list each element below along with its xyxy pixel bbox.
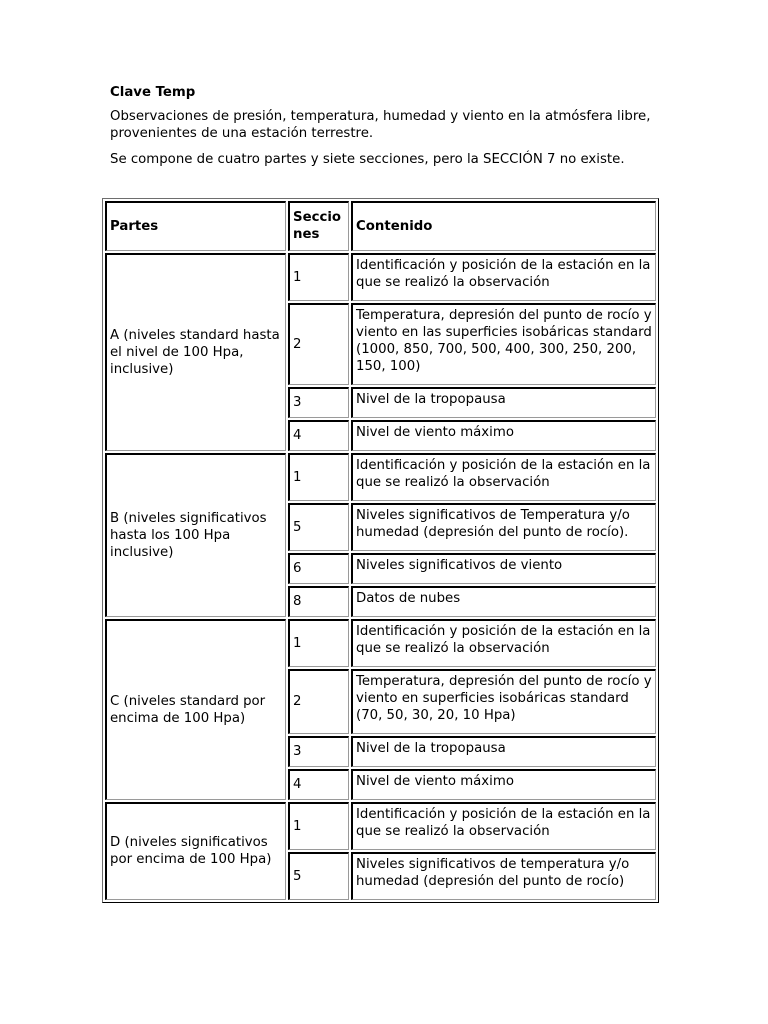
section-number: 3 bbox=[288, 736, 349, 767]
section-content: Identificación y posición de la estación en la que se realizó la observación bbox=[351, 619, 656, 667]
section-content: Datos de nubes bbox=[351, 586, 656, 617]
section-number: 1 bbox=[288, 802, 349, 850]
section-content: Temperatura, depresión del punto de rocío y viento en superficies isobáricas standard (70, 50, 30, 20, 10 Hpa) bbox=[351, 669, 656, 734]
section-content: Temperatura, depresión del punto de rocío y viento en las superficies isobáricas standard (1000, 850, 700, 500, 400, 300, 250, 200, 150, 100) bbox=[351, 303, 656, 385]
section-content: Nivel de viento máximo bbox=[351, 769, 656, 800]
section-content: Nivel de la tropopausa bbox=[351, 387, 656, 418]
section-number: 5 bbox=[288, 852, 349, 900]
table-row bbox=[105, 253, 656, 301]
section-content: Nivel de la tropopausa bbox=[351, 736, 656, 767]
clave-temp-table bbox=[102, 198, 659, 903]
part-a-label: A (niveles standard hasta el nivel de 100 Hpa, inclusive) bbox=[105, 253, 286, 451]
section-number: 8 bbox=[288, 586, 349, 617]
header-contenido: Contenido bbox=[351, 201, 656, 251]
section-number: 2 bbox=[288, 669, 349, 734]
section-number: 6 bbox=[288, 553, 349, 584]
intro-paragraph-1: Observaciones de presión, temperatura, humedad y viento en la atmósfera libre, provenientes de una estación terrestre. bbox=[110, 109, 651, 141]
part-c-label: C (niveles standard por encima de 100 Hpa) bbox=[105, 619, 286, 800]
section-number: 5 bbox=[288, 503, 349, 551]
table-row bbox=[105, 453, 656, 501]
section-content: Identificación y posición de la estación en la que se realizó la observación bbox=[351, 253, 656, 301]
section-content: Niveles significativos de Temperatura y/o humedad (depresión del punto de rocío). bbox=[351, 503, 656, 551]
section-content: Niveles significativos de temperatura y/o humedad (depresión del punto de rocío) bbox=[351, 852, 656, 900]
header-partes: Partes bbox=[105, 201, 286, 251]
section-number: 4 bbox=[288, 420, 349, 451]
table-header-row bbox=[105, 201, 656, 251]
table-row bbox=[105, 802, 656, 850]
document-body bbox=[110, 84, 660, 177]
part-d-label: D (niveles significativos por encima de 100 Hpa) bbox=[105, 802, 286, 900]
section-number: 4 bbox=[288, 769, 349, 800]
section-content: Nivel de viento máximo bbox=[351, 420, 656, 451]
section-number: 1 bbox=[288, 453, 349, 501]
section-content: Niveles significativos de viento bbox=[351, 553, 656, 584]
section-content: Identificación y posición de la estación en la que se realizó la observación bbox=[351, 453, 656, 501]
section-number: 1 bbox=[288, 619, 349, 667]
section-number: 3 bbox=[288, 387, 349, 418]
part-b-label: B (niveles significativos hasta los 100 Hpa inclusive) bbox=[105, 453, 286, 617]
header-secciones: Secciones bbox=[288, 201, 349, 251]
page-title: Clave Temp bbox=[110, 85, 196, 100]
section-number: 2 bbox=[288, 303, 349, 385]
intro-paragraph-2: Se compone de cuatro partes y siete secciones, pero la SECCIÓN 7 no existe. bbox=[110, 152, 625, 167]
section-content: Identificación y posición de la estación en la que se realizó la observación bbox=[351, 802, 656, 850]
table-row bbox=[105, 619, 656, 667]
section-number: 1 bbox=[288, 253, 349, 301]
